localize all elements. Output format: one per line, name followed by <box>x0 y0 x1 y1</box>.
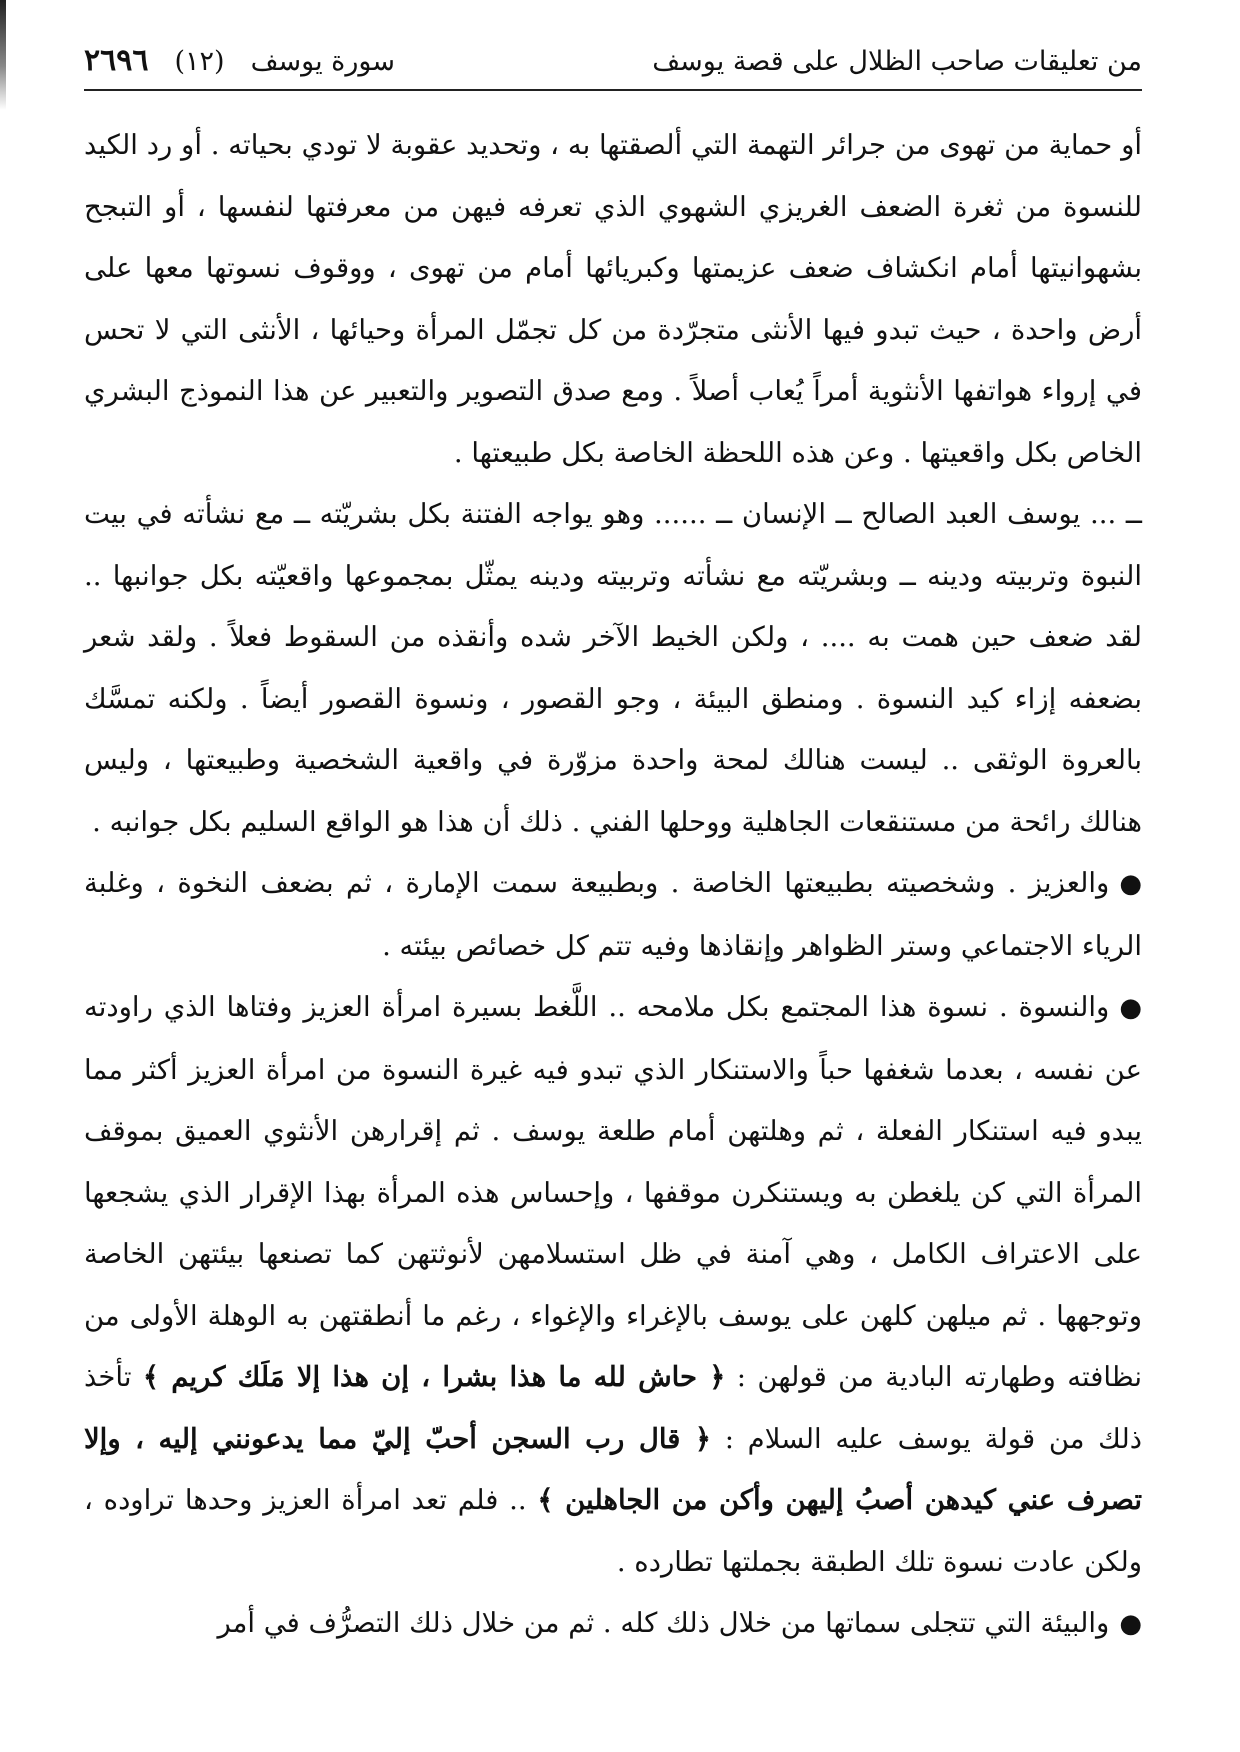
running-header <box>84 38 1142 91</box>
bullet-icon: ● <box>1119 993 1142 1023</box>
bullet-icon: ● <box>1119 1609 1142 1639</box>
book-page <box>84 38 1142 1656</box>
surah-number: (١٢) <box>174 46 225 77</box>
running-title: من تعليقات صاحب الظلال على قصة يوسف <box>652 46 1142 77</box>
bullet-paragraph <box>84 977 1142 1593</box>
bullet-text: والبيئة التي تتجلى سماتها من خلال ذلك كله . ثم من خلال ذلك التصرُّف في أمر <box>217 1607 1110 1639</box>
quran-quote: ﴿ حاش لله ما هذا بشرا ، إن هذا إلا مَلَك كريم ﴾ <box>142 1361 726 1393</box>
bullet-icon: ● <box>1119 869 1142 899</box>
paragraph: ــ ... يوسف العبد الصالح ــ الإنسان ــ ...... وهو يواجه الفتنة بكل بشريّته ــ مع نشأته في بيت النبوة وتربيته ودينه ــ وبشريّته مع نشأته وتربيته ودينه يمثّل بمجموعها واقعيّته بكل جوانبها .. لقد ضعف حين همت به .... ، ولكن الخيط الآخر شده وأنقذه من السقوط فعلاً . ولقد شعر بضعفه إزاء كيد النسوة . ومنطق البيئة ، وجو القصور ، ونسوة القصور أيضاً . ولكنه تمسَّك بالعروة الوثقى .. ليست هنالك لمحة واحدة مزوّرة في واقعية الشخصية وطبيعتها ، وليس هنالك رائحة من مستنقعات الجاهلية ووحلها الفني . ذلك أن هذا هو الواقع السليم بكل جوانبه . <box>84 498 1142 838</box>
scan-edge-mark <box>0 0 6 110</box>
bullet-paragraph <box>84 1593 1142 1656</box>
page-number: ٢٦٩٦ <box>84 43 149 78</box>
bullet-text: والعزيز . وشخصيته بطبيعتها الخاصة . وبطبيعة سمت الإمارة ، ثم بضعف النخوة ، وغلبة الرياء الاجتماعي وستر الظواهر وإنقاذها وفيه تتم كل خصائص بيئته . <box>84 867 1142 962</box>
bullet-text: تأخذ ذلك من قولة يوسف عليه السلام : <box>84 1361 1142 1455</box>
paragraph: أو حماية من تهوى من جرائر التهمة التي ألصقتها به ، وتحديد عقوبة لا تودي بحياته . أو رد الكيد للنسوة من ثغرة الضعف الغريزي الشهوي الذي تعرفه فيهن من معرفتها لنفسها ، أو التبجح بشهوانيتها أمام انكشاف ضعف عزيمتها وكبريائها أمام من تهوى ، ووقوف نسوتها معها على أرض واحدة ، حيث تبدو فيها الأنثى متجرّدة من كل تجمّل المرأة وحيائها ، الأنثى التي لا تحس في إرواء هواتفها الأنثوية أمراً يُعاب أصلاً . ومع صدق التصوير والتعبير عن هذا النموذج البشري الخاص بكل واقعيتها . وعن هذه اللحظة الخاصة بكل طبيعتها . <box>84 129 1142 469</box>
bullet-text: والنسوة . نسوة هذا المجتمع بكل ملامحه .. اللَّغط بسيرة امرأة العزيز وفتاها الذي راودته عن نفسه ، بعدما شغفها حباً والاستنكار الذي تبدو فيه غيرة النسوة من امرأة العزيز أكثر مما يبدو فيه استنكار الفعلة ، ثم وهلتهن أمام طلعة يوسف . ثم إقرارهن الأنثوي العميق بموقف المرأة التي كن يلغطن به ويستنكرن موقفها ، وإحساس هذه المرأة بهذا الإقرار الذي يشجعها على الاعتراف الكامل ، وهي آمنة في ظل استسلامهن لأنوثتهن كما تصنعها بيئتهن الخاصة وتوجهها . ثم ميلهن كلهن على يوسف بالإغراء والإغواء ، رغم ما أنطقتهن به الوهلة الأولى من نظافته وطهارته البادية من قولهن : <box>84 991 1142 1393</box>
header-page-info <box>84 38 395 85</box>
bullet-paragraph <box>84 853 1142 977</box>
bullet-text: .. فلم تعد امرأة العزيز وحدها تراوده ، ولكن عادت نسوة تلك الطبقة بجملتها تطارده . <box>84 1484 1142 1578</box>
surah-name: سورة يوسف <box>250 46 395 77</box>
quran-quote: ﴿ قال رب السجن أحبّ إليّ مما يدعونني إليه ، وإلا تصرف عني كيدهن أصبُ إليهن وأكن من الجاهلين ﴾ <box>84 1422 1142 1516</box>
page-body <box>84 115 1142 1656</box>
